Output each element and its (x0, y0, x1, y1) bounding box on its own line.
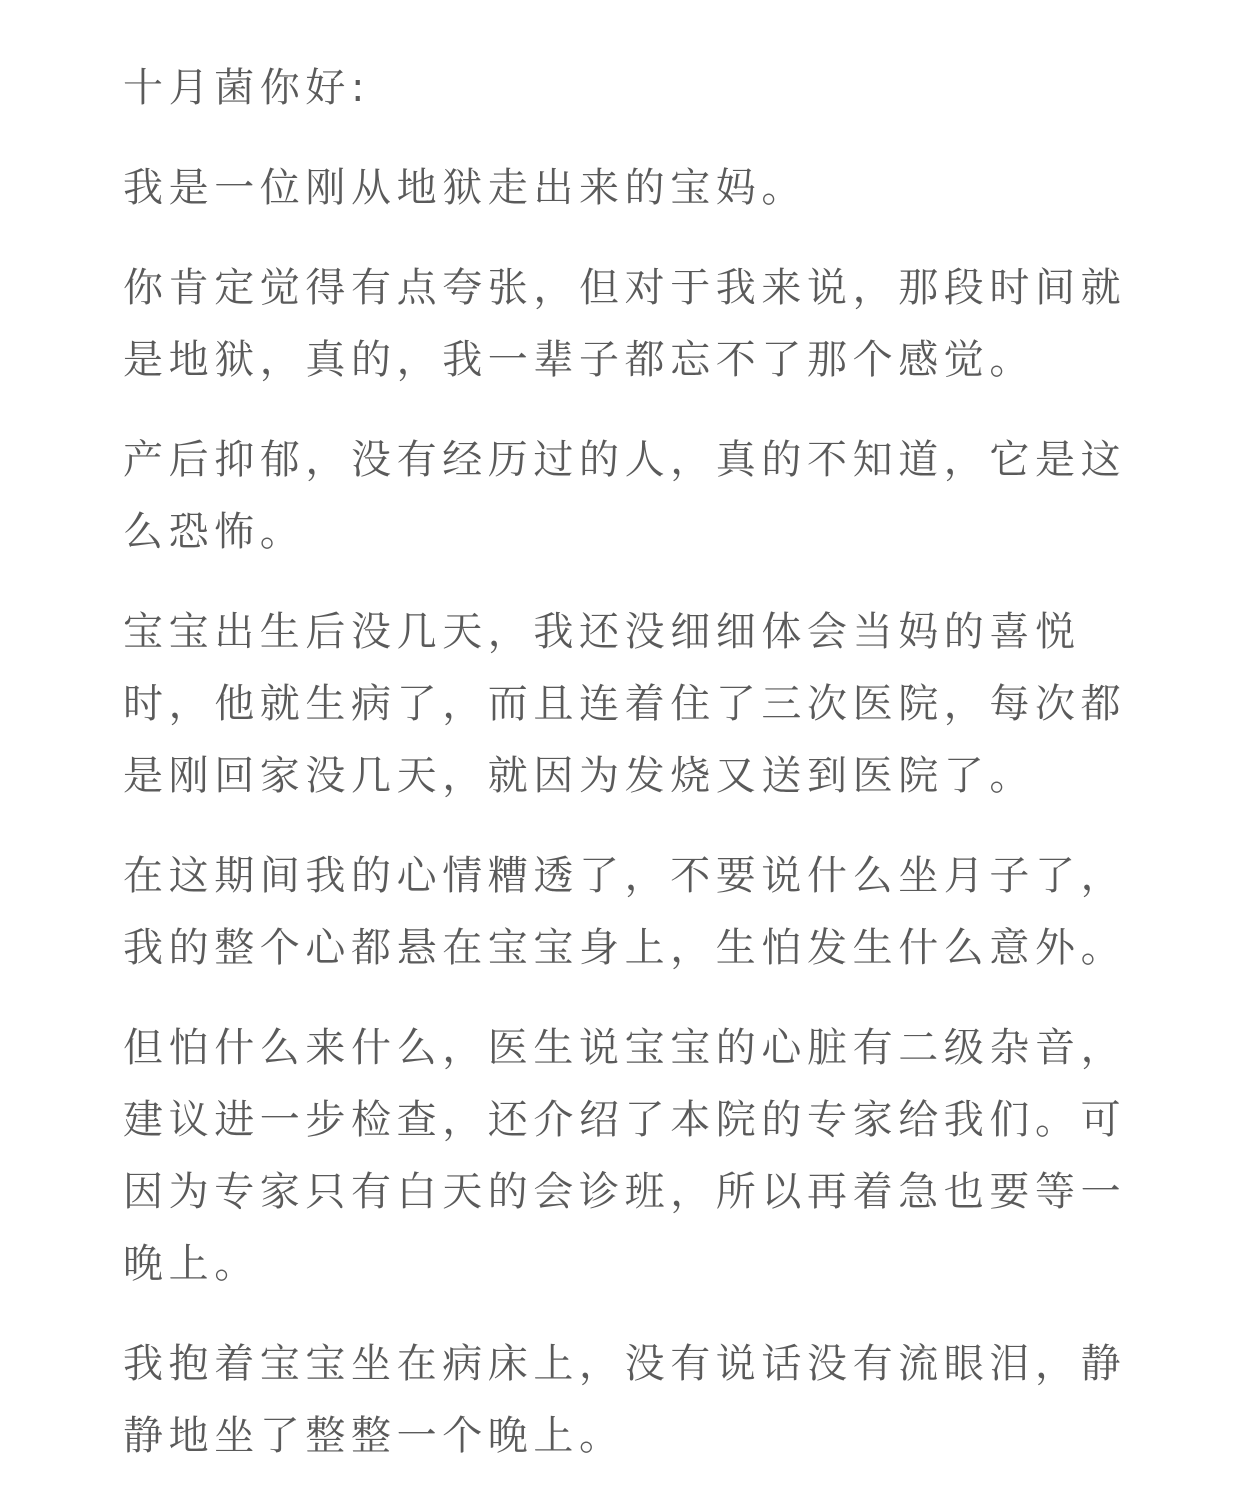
paragraph (123, 1012, 1127, 1300)
text-line: 建议进一步检查，还介绍了本院的专家给我们。可 (123, 1097, 1127, 1143)
text-line: 静地坐了整整一个晚上。 (123, 1413, 625, 1459)
paragraph (123, 596, 1127, 812)
text-line: 晚上。 (123, 1241, 260, 1287)
text-line: 十月菌你好: (123, 65, 371, 111)
paragraph (123, 840, 1127, 984)
text-line: 在这期间我的心情糟透了，不要说什么坐月子了， (123, 853, 1127, 899)
text-line: 是刚回家没几天，就因为发烧又送到医院了。 (123, 753, 1035, 799)
text-line: 宝宝出生后没几天，我还没细细体会当妈的喜悦 (123, 609, 1081, 655)
paragraph (123, 1328, 1127, 1472)
paragraph (123, 152, 1123, 224)
text-line: 我的整个心都悬在宝宝身上，生怕发生什么意外。 (123, 925, 1127, 971)
text-line: 我是一位刚从地狱走出来的宝妈。 (123, 165, 807, 211)
text-line: 产后抑郁，没有经历过的人，真的不知道，它是这 (123, 437, 1127, 483)
text-line: 我抱着宝宝坐在病床上，没有说话没有流眼泪，静 (123, 1341, 1127, 1387)
paragraph (123, 424, 1127, 568)
text-line: 么恐怖。 (123, 509, 306, 555)
text-line: 时，他就生病了，而且连着住了三次医院，每次都 (123, 681, 1127, 727)
text-line: 因为专家只有白天的会诊班，所以再着急也要等一 (123, 1169, 1127, 1215)
text-line: 但怕什么来什么，医生说宝宝的心脏有二级杂音， (123, 1025, 1127, 1071)
text-line: 是地狱，真的，我一辈子都忘不了那个感觉。 (123, 337, 1035, 383)
paragraph (123, 252, 1127, 396)
text-line: 你肯定觉得有点夸张，但对于我来说，那段时间就 (123, 265, 1127, 311)
greeting (123, 52, 1123, 124)
article-body (123, 52, 1127, 1500)
